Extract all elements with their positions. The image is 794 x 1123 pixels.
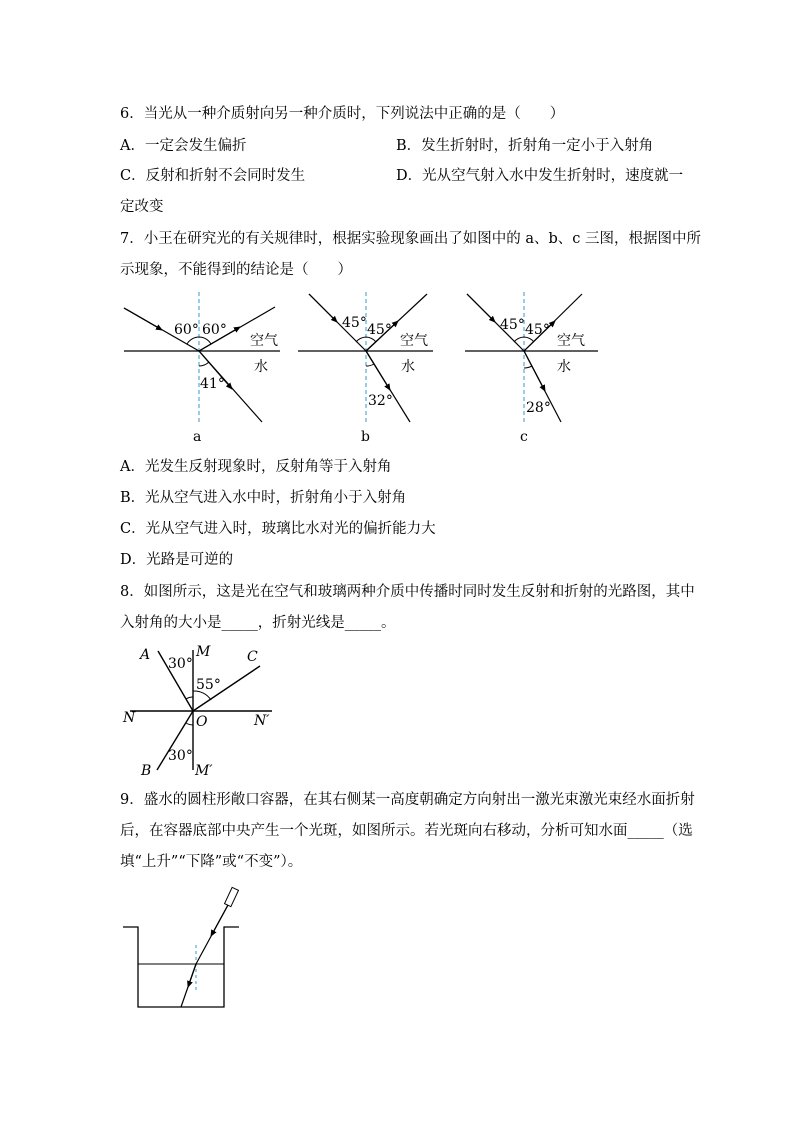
q8-label-a: A: [140, 647, 151, 663]
q6-option-c[interactable]: C．反射和折射不会同时发生: [120, 168, 306, 184]
q7-option-a[interactable]: A．光发生反射现象时，反射角等于入射角: [120, 459, 392, 475]
q6-option-b[interactable]: B．发生折射时，折射角一定小于入射角: [396, 138, 654, 154]
q8-angle-right: 55°: [196, 677, 221, 693]
q6-option-d-continued: 定改变: [120, 199, 164, 215]
q7c-upper-medium: 空气: [557, 333, 585, 349]
q7c-incident-angle: 45°: [500, 317, 525, 333]
q6-option-d[interactable]: D．光从空气射入水中发生折射时，速度就一: [396, 168, 684, 184]
q7c-reflected-angle: 45°: [525, 322, 550, 338]
q9-stem-line2: 后，在容器底部中央产生一个光斑，如图所示。若光斑向右移动，分析可知水面_____（选: [120, 823, 693, 839]
q7b-reflected-angle: 45°: [367, 322, 392, 338]
q9-container: [123, 927, 239, 1007]
q7b-upper-medium: 空气: [400, 333, 428, 349]
q7b-lower-medium: 水: [401, 359, 415, 375]
q6-option-a[interactable]: A．一定会发生偏折: [120, 138, 247, 154]
q7c-lower-medium: 水: [557, 359, 571, 375]
q8-angle-bottom: 30°: [168, 748, 193, 764]
q8-label-m: M: [196, 644, 211, 660]
q7-option-c[interactable]: C．光从空气进入时，玻璃比水对光的偏折能力大: [120, 521, 436, 537]
q7a-incident-angle: 60°: [174, 322, 199, 338]
q7a-lower-medium: 水: [254, 359, 268, 375]
q8-label-n: N: [123, 710, 136, 726]
q8-stem-line2: 入射角的大小是_____，折射光线是_____。: [120, 615, 396, 631]
q8-angle-top: 30°: [168, 656, 193, 672]
q8-label-o: O: [196, 714, 208, 730]
q8-label-n-prime: N′: [254, 713, 270, 729]
q7-stem-line2: 示现象，不能得到的结论是（ ）: [120, 262, 352, 278]
q8-label-b: B: [141, 763, 152, 779]
q7-stem-line1: 7．小王在研究光的有关规律时，根据实验现象画出了如图中的 a、b、c 三图，根据图中所: [120, 231, 701, 247]
q7a-label: a: [193, 429, 202, 445]
q7b-label: b: [361, 429, 370, 445]
q6-stem: 6．当光从一种介质射向另一种介质时，下列说法中正确的是（ ）: [120, 106, 565, 122]
q8-label-c: C: [247, 649, 258, 665]
q9-laser-icon: [225, 887, 239, 906]
q9-stem-line1: 9．盛水的圆柱形敞口容器，在其右侧某一高度朝确定方向射出一激光束激光束经水面折射: [120, 792, 695, 808]
q7a-refracted-angle: 41°: [200, 376, 225, 392]
q7b-incident-angle: 45°: [342, 315, 367, 331]
q7a-upper-medium: 空气: [250, 333, 278, 349]
q7b-refracted-angle: 32°: [368, 393, 393, 409]
q7a-reflected-angle: 60°: [202, 322, 227, 338]
q7c-refracted-angle: 28°: [526, 400, 551, 416]
q7-option-b[interactable]: B．光从空气进入水中时，折射角小于入射角: [120, 490, 407, 506]
q8-stem-line1: 8．如图所示，这是光在空气和玻璃两种介质中传播时同时发生反射和折射的光路图，其中: [120, 584, 695, 600]
q7-option-d[interactable]: D．光路是可逆的: [120, 552, 234, 568]
q8-label-m-prime: M′: [195, 763, 213, 779]
q7c-label: c: [520, 429, 528, 445]
q9-stem-line3: 填“上升”“下降”或“不变”）。: [120, 854, 303, 870]
